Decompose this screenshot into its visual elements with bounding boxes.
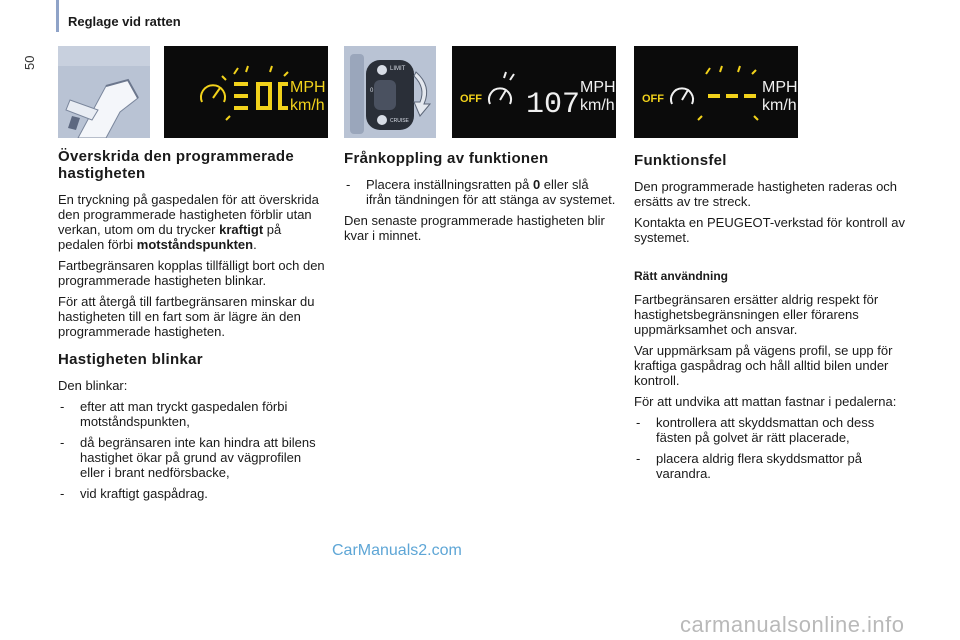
mph-label: MPH — [290, 79, 326, 96]
paragraph-memory: Den senaste programmerade hastigheten blir kvar i minnet. — [344, 213, 605, 243]
limit-label: LIMIT — [390, 66, 406, 72]
lcd-display-fault — [634, 46, 798, 138]
paragraph-floor-mat: För att undvika att mattan fastnar i pedalerna: — [634, 394, 897, 409]
lcd-display-flashing — [164, 46, 328, 138]
pedal-illustration — [58, 46, 150, 138]
watermark-link[interactable]: CarManuals2.com — [332, 542, 462, 559]
control-stalk-illustration — [344, 46, 436, 138]
cruise-label: CRUISE — [390, 118, 409, 124]
paragraph-road-profile: Var uppmärksam på vägens profil, se upp för kraftiga gaspådrag och håll alltid bilen under kontroll. — [634, 343, 893, 388]
mph-label: MPH — [762, 79, 798, 96]
zero-label: 0 — [370, 88, 374, 94]
list-item: - efter att man tryckt gaspedalen förbi motståndspunkten, — [58, 399, 326, 429]
section-title-flashing: Hastigheten blinkar — [58, 351, 203, 368]
paragraph-flashing-intro: Den blinkar: — [58, 378, 128, 393]
off-label: OFF — [460, 93, 482, 105]
watermark-footer: carmanualsonline.info — [680, 612, 905, 637]
disconnect-list — [344, 177, 616, 207]
kmh-label: km/h — [580, 97, 615, 114]
column-exceeding-speed — [58, 148, 326, 507]
list-item: - placera aldrig flera skyddsmattor på varandra. — [634, 451, 910, 481]
list-item: - Placera inställningsratten på 0 eller slå ifrån tändningen för att stänga av systemet. — [344, 177, 616, 207]
page-number: 50 — [22, 55, 37, 70]
section-title-malfunction: Funktionsfel — [634, 152, 727, 169]
lcd-display-off — [452, 46, 616, 138]
mph-label: MPH — [580, 79, 616, 96]
kmh-label: km/h — [762, 97, 797, 114]
paragraph-temporarily-off: Fartbegränsaren kopplas tillfälligt bort och den programmerade hastigheten blinkar. — [58, 258, 325, 288]
off-label: OFF — [642, 93, 664, 105]
header-bar — [56, 0, 59, 32]
paragraph-contact-dealer: Kontakta en PEUGEOT-verkstad för kontroll av systemet. — [634, 215, 905, 245]
section-title-correct-use: Rätt användning — [634, 269, 729, 283]
speed-digits: 107 — [526, 88, 581, 122]
paragraph-speed-erased: Den programmerade hastigheten raderas och ersätts av tre streck. — [634, 179, 898, 209]
list-item: - vid kraftigt gaspådrag. — [58, 486, 326, 501]
kmh-label: km/h — [290, 97, 325, 114]
list-item: - kontrollera att skyddsmattan och dess fästen på golvet är rätt placerade, — [634, 415, 910, 445]
flashing-list — [58, 399, 326, 501]
paragraph-never-replaces: Fartbegränsaren ersätter aldrig respekt för hastighetsbegränsningen eller förarens uppmärksamhet och ansvar. — [634, 292, 879, 337]
list-item: - då begränsaren inte kan hindra att bilens hastighet ökar på grund av vägprofilen eller i brant nedförsbacke, — [58, 435, 326, 480]
column-malfunction — [634, 152, 910, 487]
section-header: Reglage vid ratten — [68, 14, 181, 29]
section-title-disconnect: Frånkoppling av funktionen — [344, 150, 549, 167]
floor-mat-list — [634, 415, 910, 481]
paragraph-return: För att återgå till fartbegränsaren minskar du hastigheten till en fart som är lägre än den programmerade hastigheten. — [58, 294, 315, 339]
column-disconnect — [344, 150, 616, 249]
dash-segments — [708, 94, 756, 98]
paragraph-exceed-intro: En tryckning på gaspedalen för att överskrida den programmerade hastigheten förblir utan verkan, utom om du trycker kraftigt på pedalen förbi motståndspunkten. — [58, 192, 319, 252]
section-title-exceed: Överskrida den programmerade hastigheten — [58, 148, 294, 182]
